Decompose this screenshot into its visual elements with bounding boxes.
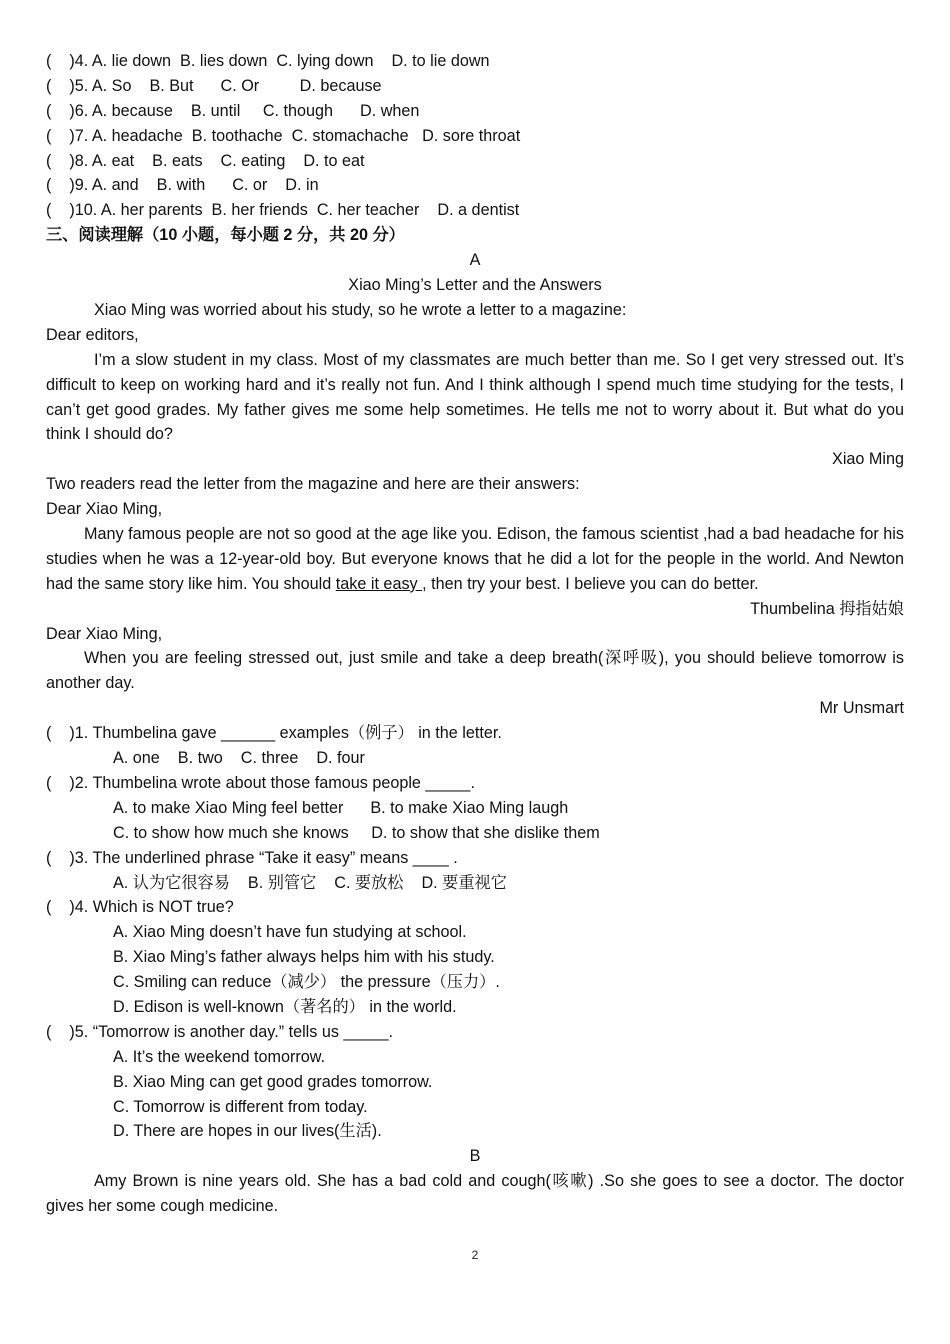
question-option: A. It’s the weekend tomorrow. <box>113 1047 326 1066</box>
cloze-item: ( )9. A. and B. with C. or D. in <box>46 176 319 195</box>
reply1-body-before: Many famous people are not so good at the age like you. Edison, the famous scientist ,had a bad headache for his studies when he was a 12-year-old boy. But everyone knows that he did a lot for the people in the world. And Newton had the same story like him. You should <box>46 524 904 593</box>
passage-a-title: Xiao Ming’s Letter and the Answers <box>348 276 602 295</box>
reply1-body-after: , then try your best. I believe you can do better. <box>422 574 759 593</box>
cloze-item: ( )4. A. lie down B. lies down C. lying down D. to lie down <box>46 52 490 70</box>
question-option: D. There are hopes in our lives(生活). <box>113 1122 382 1141</box>
question-stem: ( )3. The underlined phrase “Take it easy” means ____ . <box>46 848 458 867</box>
reply1-greeting: Dear Xiao Ming, <box>46 500 163 519</box>
cloze-item: ( )7. A. headache B. toothache C. stomachache D. sore throat <box>46 126 521 145</box>
letter-body: I’m a slow student in my class. Most of my classmates are much better than me. So I get very stressed out. It’s difficult to keep on working hard and it’s really not fun. And I think although I spend much time studying for the tests, I can’t get good grades. My father gives me some help sometimes. He tells me not to worry about it. But what do you think I should do? <box>46 350 904 444</box>
exam-page <box>46 49 904 1219</box>
question-option: C. Tomorrow is different from today. <box>113 1097 368 1116</box>
passage-a-intro: Xiao Ming was worried about his study, so he wrote a letter to a magazine: <box>94 300 627 319</box>
question-option: A. Xiao Ming doesn’t have fun studying at school. <box>113 923 467 942</box>
question-stem: ( )2. Thumbelina wrote about those famous people _____. <box>46 773 475 792</box>
reply2-body: When you are feeling stressed out, just smile and take a deep breath(深呼吸), you should believe tomorrow is another day. <box>46 649 904 693</box>
question-option: A. one B. two C. three D. four <box>113 749 365 768</box>
question-stem: ( )4. Which is NOT true? <box>46 898 234 917</box>
reply2-greeting: Dear Xiao Ming, <box>46 624 163 643</box>
question-option: C. to show how much she knows D. to show that she dislike them <box>113 823 600 842</box>
passage-a-label: A <box>469 251 481 270</box>
cloze-item: ( )8. A. eat B. eats C. eating D. to eat <box>46 151 365 170</box>
question-stem: ( )5. “Tomorrow is another day.” tells us _____. <box>46 1022 393 1041</box>
underlined-phrase: take it easy <box>335 574 423 593</box>
question-option: B. Xiao Ming can get good grades tomorrow. <box>113 1072 433 1091</box>
letter-signature: Xiao Ming <box>832 450 904 469</box>
question-option: A. 认为它很容易 B. 别管它 C. 要放松 D. 要重视它 <box>113 873 507 892</box>
cloze-item: ( )10. A. her parents B. her friends C. her teacher D. a dentist <box>46 201 520 220</box>
section-title: 三、阅读理解（10 小题，每小题 2 分，共 20 分） <box>46 226 405 245</box>
readers-intro: Two readers read the letter from the magazine and here are their answers: <box>46 475 580 494</box>
questions-list <box>46 721 904 1144</box>
cloze-item: ( )6. A. because B. until C. though D. when <box>46 101 420 120</box>
page-number: 2 <box>471 1248 479 1262</box>
question-option: A. to make Xiao Ming feel better B. to make Xiao Ming laugh <box>113 798 569 817</box>
question-option: D. Edison is well-known（著名的） in the world. <box>113 997 457 1016</box>
passage-b-body: Amy Brown is nine years old. She has a bad cold and cough(咳嗽) .So she goes to see a doctor. The doctor gives her some cough medicine. <box>46 1172 904 1216</box>
reply2-signature: Mr Unsmart <box>819 699 904 718</box>
cloze-item: ( )5. A. So B. But C. Or D. because <box>46 76 382 95</box>
letter-greeting: Dear editors, <box>46 325 139 344</box>
question-option: B. Xiao Ming’s father always helps him with his study. <box>113 948 495 967</box>
cloze-options-list <box>46 49 904 223</box>
reply1-signature: Thumbelina 拇指姑娘 <box>750 599 904 618</box>
question-stem: ( )1. Thumbelina gave ______ examples（例子） in the letter. <box>46 724 502 743</box>
reply1-body <box>46 522 904 597</box>
question-option: C. Smiling can reduce（减少） the pressure（压力）. <box>113 973 500 992</box>
passage-b-label: B <box>469 1147 481 1166</box>
